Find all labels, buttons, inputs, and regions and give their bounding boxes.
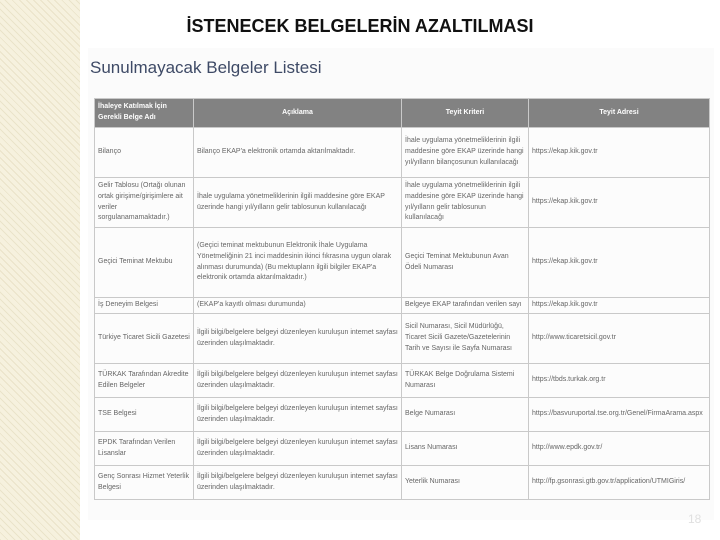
document-name-cell: Türkiye Ticaret Sicili Gazetesi: [95, 314, 194, 364]
document-name-cell: Bilanço: [95, 128, 194, 178]
table-row: [95, 466, 710, 500]
document-name-cell: TSE Belgesi: [95, 398, 194, 432]
documents-table: [94, 98, 710, 500]
description-cell: İlgili bilgi/belgelere belgeyi düzenleyen kuruluşun internet sayfası üzerinden ulaşılmaktadır.: [194, 364, 402, 398]
list-title: Sunulmayacak Belgeler Listesi: [90, 58, 322, 77]
table-row: [95, 228, 710, 298]
header-document-name: İhaleye Katılmak İçin Gerekli Belge Adı: [95, 99, 194, 128]
header-verification-address: Teyit Adresi: [529, 99, 710, 128]
address-cell: https://basvuruportal.tse.org.tr/Genel/FirmaArama.aspx: [529, 398, 710, 432]
address-cell: http://www.ticaretsicil.gov.tr: [529, 314, 710, 364]
document-name-cell: EPDK Tarafından Verilen Lisanslar: [95, 432, 194, 466]
decorative-band: [0, 0, 80, 540]
table-row: [95, 432, 710, 466]
table-row: [95, 298, 710, 314]
address-cell: https://ekap.kik.gov.tr: [529, 298, 710, 314]
address-cell: http://www.epdk.gov.tr/: [529, 432, 710, 466]
description-cell: İhale uygulama yönetmeliklerinin ilgili maddesine göre EKAP üzerinde hangi yıl/yılların gelir tablosunun kullanılacağı: [194, 178, 402, 228]
criterion-cell: Belgeye EKAP tarafından verilen sayı: [402, 298, 529, 314]
criterion-cell: İhale uygulama yönetmeliklerinin ilgili maddesine göre EKAP üzerinde hangi yıl/yılların bilançosunun kullanılacağı: [402, 128, 529, 178]
criterion-cell: Sicil Numarası, Sicil Müdürlüğü, Ticaret Sicili Gazete/Gazetelerinin Tarih ve Sayısı ile Sayfa Numarası: [402, 314, 529, 364]
description-cell: İlgili bilgi/belgelere belgeyi düzenleyen kuruluşun internet sayfası üzerinden ulaşılmaktadır.: [194, 314, 402, 364]
document-name-cell: Geçici Teminat Mektubu: [95, 228, 194, 298]
document-name-cell: İş Deneyim Belgesi: [95, 298, 194, 314]
criterion-cell: Yeterlik Numarası: [402, 466, 529, 500]
document-name-cell: TÜRKAK Tarafından Akredite Edilen Belgeler: [95, 364, 194, 398]
address-cell: https://ekap.kik.gov.tr: [529, 128, 710, 178]
document-screenshot: [88, 48, 714, 520]
slide-title: İSTENECEK BELGELERİN AZALTILMASI: [186, 16, 534, 36]
table-row: [95, 314, 710, 364]
document-name-cell: Gelir Tablosu (Ortağı olunan ortak girişime/girişimlere ait veriler sorgulanamamaktadır.): [95, 178, 194, 228]
description-cell: İlgili bilgi/belgelere belgeyi düzenleyen kuruluşun internet sayfası üzerinden ulaşılmaktadır.: [194, 398, 402, 432]
criterion-cell: Belge Numarası: [402, 398, 529, 432]
address-cell: http://fp.gsonrasi.gtb.gov.tr/application/UTMIGiris/: [529, 466, 710, 500]
table-row: [95, 128, 710, 178]
description-cell: (Geçici teminat mektubunun Elektronik İhale Uygulama Yönetmeliğinin 21 inci maddesinin ikinci fıkrasına uygun olarak alınması durumunda) (Bu mektupların ilgili bilgiler EKAP'a elektronik ortamda aktarılmaktadır.): [194, 228, 402, 298]
criterion-cell: İhale uygulama yönetmeliklerinin ilgili maddesine göre EKAP üzerinde hangi yıl/yılların gelir tablosunun kullanılacağı: [402, 178, 529, 228]
table-row: [95, 364, 710, 398]
description-cell: (EKAP'a kayıtlı olması durumunda): [194, 298, 402, 314]
header-description: Açıklama: [194, 99, 402, 128]
address-cell: https://ekap.kik.gov.tr: [529, 228, 710, 298]
description-cell: İlgili bilgi/belgelere belgeyi düzenleyen kuruluşun internet sayfası üzerinden ulaşılmaktadır.: [194, 466, 402, 500]
address-cell: https://tbds.turkak.org.tr: [529, 364, 710, 398]
document-name-cell: Genç Sonrası Hizmet Yeterlik Belgesi: [95, 466, 194, 500]
criterion-cell: TÜRKAK Belge Doğrulama Sistemi Numarası: [402, 364, 529, 398]
table-row: [95, 398, 710, 432]
criterion-cell: Lisans Numarası: [402, 432, 529, 466]
table-header-row: [95, 99, 710, 128]
page-number: 18: [688, 512, 702, 526]
address-cell: https://ekap.kik.gov.tr: [529, 178, 710, 228]
criterion-cell: Geçici Teminat Mektubunun Avan Ödeli Numarası: [402, 228, 529, 298]
header-verification-criterion: Teyit Kriteri: [402, 99, 529, 128]
table-row: [95, 178, 710, 228]
description-cell: İlgili bilgi/belgelere belgeyi düzenleyen kuruluşun internet sayfası üzerinden ulaşılmaktadır.: [194, 432, 402, 466]
description-cell: Bilanço EKAP'a elektronik ortamda aktarılmaktadır.: [194, 128, 402, 178]
